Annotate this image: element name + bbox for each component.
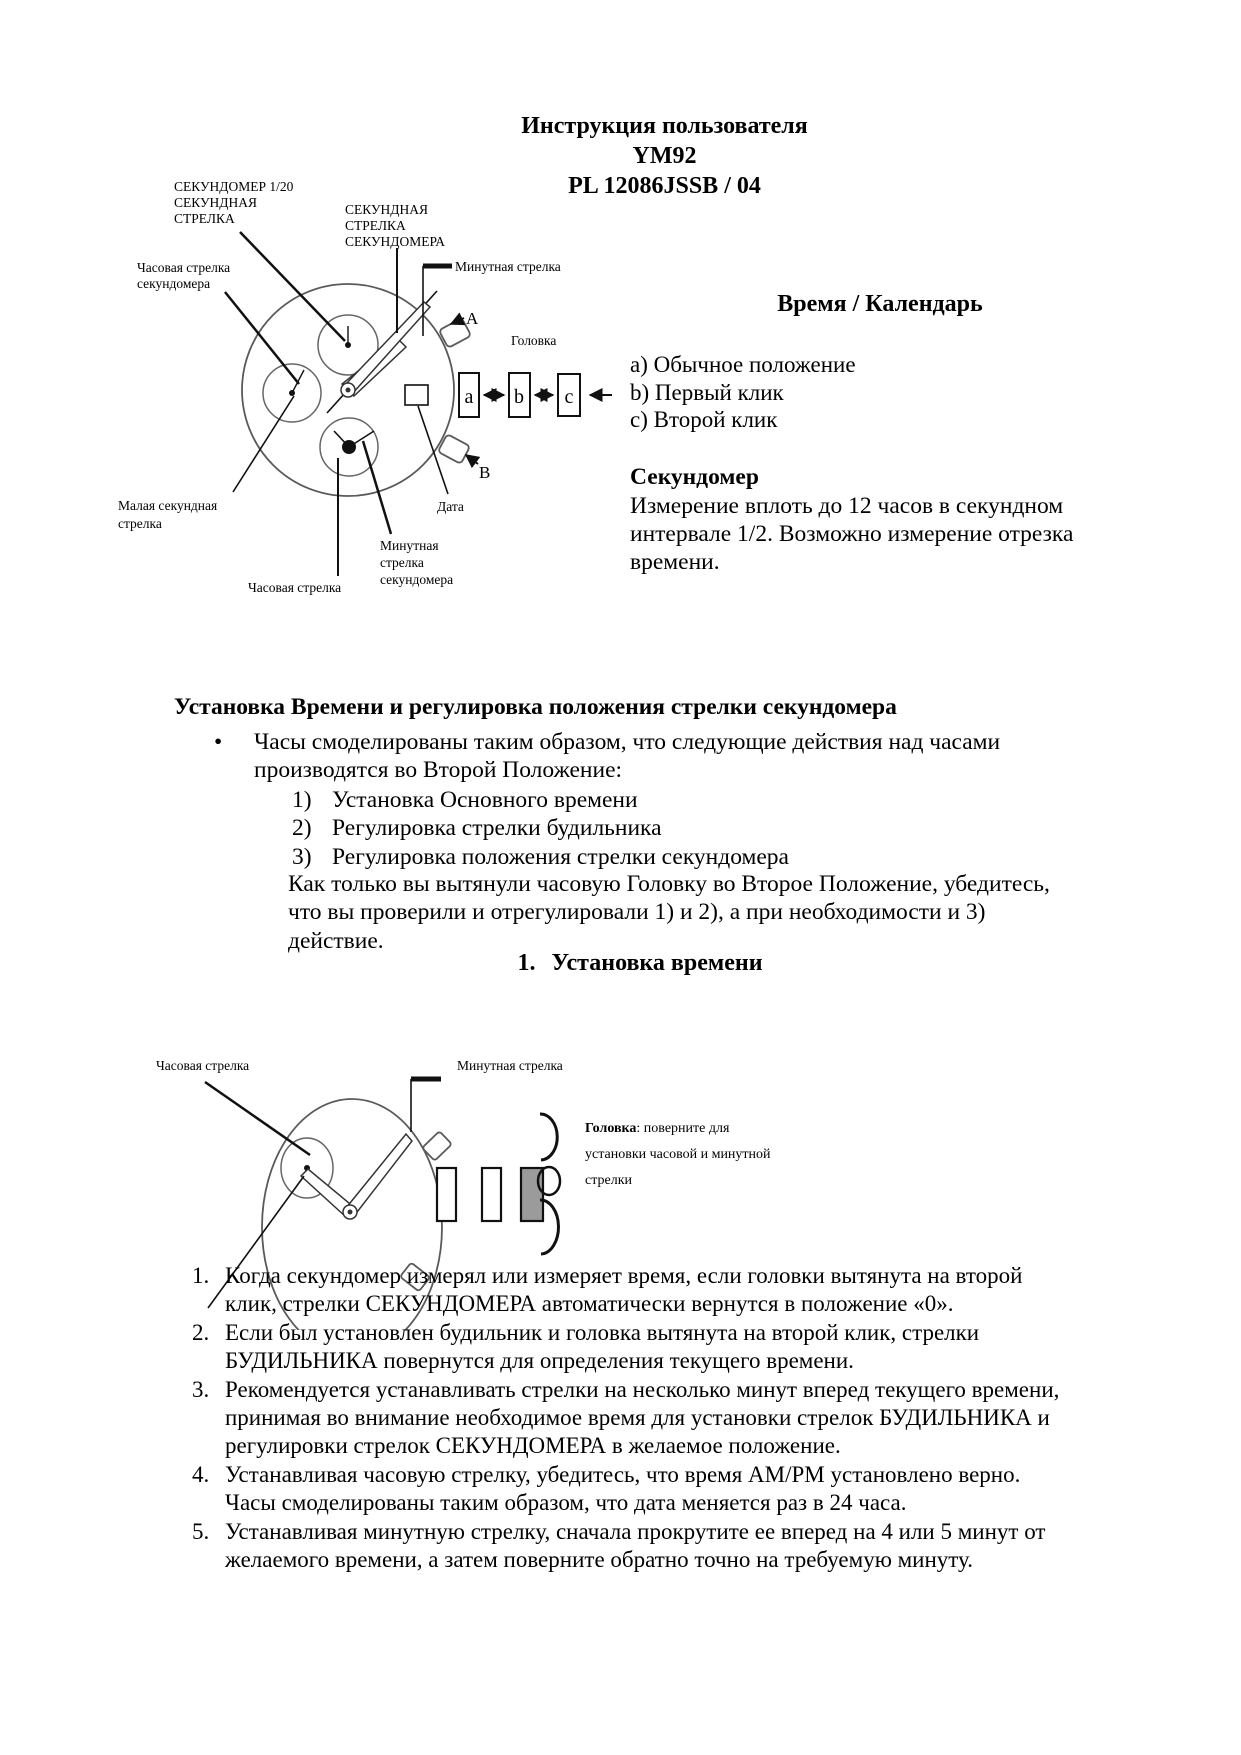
crown-rotate-arrow-top-icon [540, 1114, 557, 1160]
stopwatch-description: Измерение вплоть до 12 часов в секундном интервале 1/2. Возможно измерение отрезка времени. [630, 493, 1074, 575]
subdial-bottom-hand-1 [349, 431, 374, 447]
step-1 [192, 1262, 1072, 1319]
step-4-num: 4. [192, 1461, 210, 1487]
subdial-left-dot [289, 390, 295, 396]
label-stopwatch-second-line1: СЕКУНДНАЯ [345, 202, 429, 217]
time-setting-heading [40, 950, 1240, 977]
setup-subitem-2-num: 2) [292, 815, 312, 842]
time-setting-steps [192, 1262, 1072, 1574]
label-stopwatch-second-line3: СЕКУНДОМЕРА [345, 234, 446, 249]
crown-position-b-label: b [514, 386, 524, 408]
setup-subitem-1 [292, 786, 789, 814]
label-stopwatch-20-line2: СЕКУНДНАЯ [174, 195, 258, 210]
label-button-a: A [466, 309, 479, 328]
stopwatch-subheading: Секундомер [630, 464, 759, 490]
center-pivot-dot [346, 388, 351, 393]
crown-click-box-1 [437, 1168, 456, 1221]
crown-position-c-label: c [564, 386, 574, 408]
step-2-num: 2. [192, 1319, 210, 1345]
label-crown-2-line2: установки часовой и минутной [585, 1147, 771, 1162]
title-line-2: YM92 [632, 143, 697, 169]
time-calendar-heading: Время / Календарь [777, 291, 983, 317]
step-3 [192, 1376, 1072, 1461]
crown-position-item-b: b) Первый клик [630, 379, 784, 405]
label-minute-hand: Минутная стрелка [455, 259, 561, 274]
center-pivot-2-dot [348, 1210, 353, 1215]
step-5-num: 5. [192, 1518, 210, 1544]
step-4 [192, 1461, 1072, 1518]
setup-subitem-3-text: Регулировка положения стрелки секундомера [332, 843, 789, 870]
setup-note: Как только вы вытянули часовую Головку во Второе Положение, убедитесь, что вы проверили и отрегулировали 1) и 2), а при необходимости и 3) действие. [288, 871, 1050, 954]
label-small-second-line2: стрелка [118, 516, 162, 531]
step-5-text: Устанавливая минутную стрелку, сначала прокрутите ее вперед на 4 или 5 минут от желаемого времени, а затем поверните обратно точно на требуемую минуту. [225, 1518, 1046, 1573]
step-5 [192, 1518, 1072, 1575]
label-hour-hand: Часовая стрелка [248, 580, 342, 595]
title-line-3: PL 12086JSSB / 04 [568, 173, 761, 199]
setup-subitem-3-num: 3) [292, 843, 312, 870]
date-window [405, 385, 428, 405]
label-stopwatch-20-line1: СЕКУНДОМЕР 1/20 [174, 179, 294, 194]
crown-position-item-c: c) Второй клик [630, 407, 778, 433]
step-1-num: 1. [192, 1263, 210, 1288]
bullet-icon: • [214, 729, 223, 755]
leader-small-second [233, 396, 294, 492]
label-crown: Головка [511, 333, 557, 348]
label-stopwatch-second-line2: СТРЕЛКА [345, 218, 406, 233]
watch-movement-diagram [100, 150, 660, 620]
label-button-b: B [479, 463, 491, 482]
crown-click-box-2 [482, 1168, 501, 1221]
time-setting-heading-text: Установка времени [551, 950, 763, 976]
setup-bullet-item [214, 728, 1084, 785]
step-3-num: 3. [192, 1376, 210, 1402]
label-stopwatch-minute-line2: стрелка [380, 555, 424, 570]
setup-section-heading: Установка Времени и регулировка положения стрелки секундомера [174, 694, 897, 720]
setup-subitem-2-text: Регулировка стрелки будильника [332, 815, 662, 842]
crown-position-item-a: a) Обычное положение [630, 352, 856, 377]
leader-hour-2 [205, 1082, 310, 1155]
label-crown-2-rest: : поверните для [636, 1121, 730, 1136]
setup-subitem-3 [292, 843, 789, 871]
step-3-text: Рекомендуется устанавливать стрелки на несколько минут вперед текущего времени, принимая во внимание необходимое время для установки стрелок БУДИЛЬНИКА и регулировки стрелок СЕКУНДОМЕРА в желаемое положение. [225, 1376, 1060, 1459]
subdial-bottom-hand-2 [334, 431, 349, 447]
step-2-text: Если был установлен будильник и головка вытянута на второй клик, стрелки БУДИЛЬНИКА повернутся для определения текущего времени. [225, 1319, 980, 1374]
arrow-to-pusher-b-icon [466, 455, 478, 464]
time-setting-heading-num: 1. [517, 950, 536, 976]
label-crown-2-line3: стрелки [585, 1173, 632, 1188]
label-stopwatch-20-line3: СТРЕЛКА [174, 211, 235, 226]
title-line-1: Инструкция пользователя [521, 113, 808, 139]
minute-hand-2 [346, 1134, 412, 1216]
leader-stopwatch-hour [225, 292, 299, 384]
label-small-second-line1: Малая секундная [118, 498, 218, 513]
setup-numbered-list [292, 786, 789, 871]
label-stopwatch-hour-line1: Часовая стрелка [137, 260, 231, 275]
label-stopwatch-hour-line2: секундомера [137, 276, 211, 291]
setup-subitem-1-num: 1) [292, 787, 312, 813]
label-crown-2-line1 [585, 1121, 730, 1136]
step-2 [192, 1319, 1072, 1376]
step-4-text: Устанавливая часовую стрелку, убедитесь, что время AM/PM установлено верно. Часы смоделированы таким образом, что дата меняется раз в 24 часа. [225, 1461, 1021, 1516]
label-crown-2-bold: Головка [585, 1121, 637, 1136]
step-1-text: Когда секундомер измерял или измеряет время, если головки вытянута на второй клик, стрелки СЕКУНДОМЕРА автоматически вернутся в положение «0». [225, 1263, 1023, 1317]
crown-position-a-label: a [464, 386, 474, 408]
setup-subitem-2 [292, 814, 789, 842]
label-hour-hand-2: Часовая стрелка [156, 1058, 250, 1073]
label-minute-hand-2: Минутная стрелка [457, 1058, 563, 1073]
label-date: Дата [437, 499, 464, 514]
setup-bullet-text: Часы смоделированы таким образом, что следующие действия над часами производятся во Второй Положение: [254, 729, 1001, 784]
setup-subitem-1-text: Установка Основного времени [332, 787, 638, 813]
label-stopwatch-minute-line3: секундомера [380, 572, 454, 587]
label-stopwatch-minute-line1: Минутная [380, 538, 439, 553]
subdial-top-dot [345, 342, 351, 348]
crown-positions-list [630, 351, 856, 434]
